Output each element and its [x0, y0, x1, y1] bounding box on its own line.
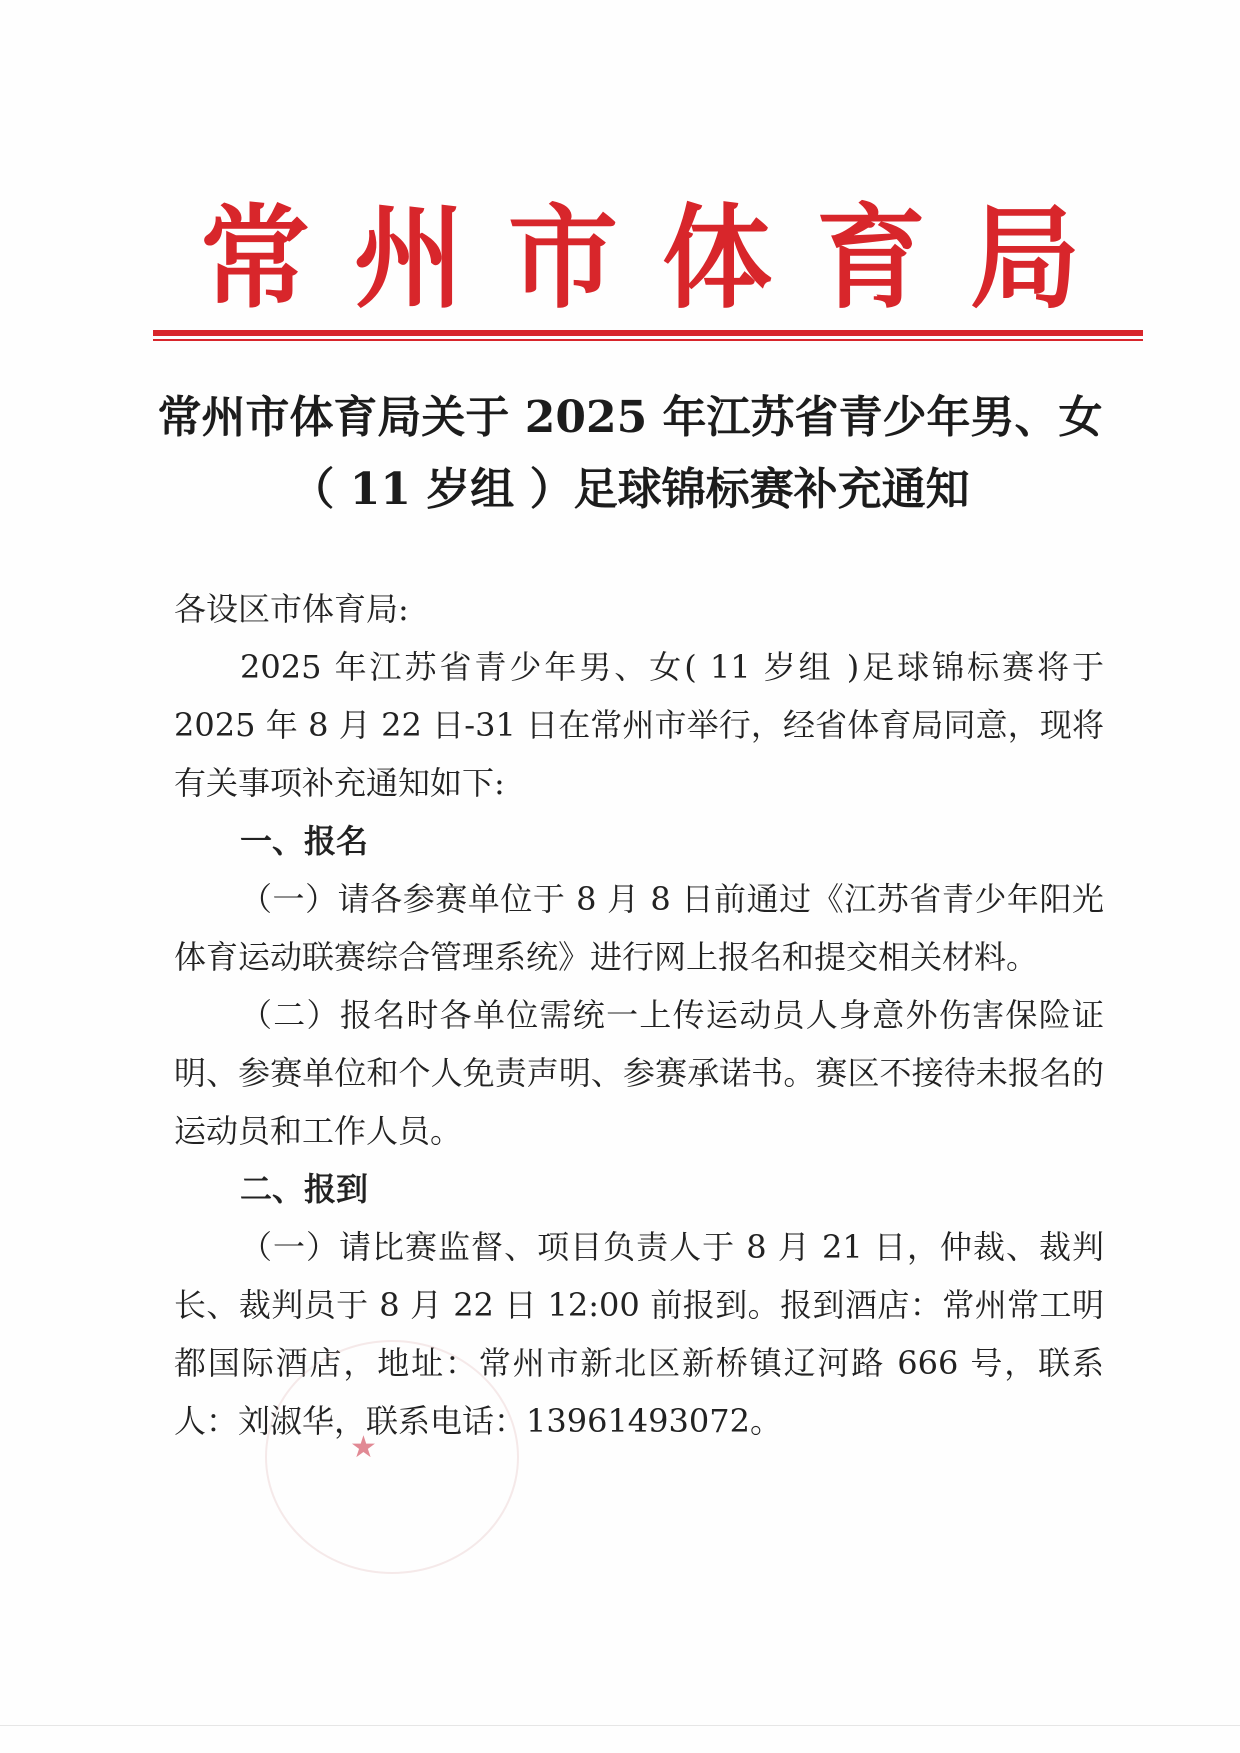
title-line-2: （ 11 岁组 ）足球锦标赛补充通知 [290, 464, 970, 515]
letterhead-char: 局 [970, 191, 1080, 324]
check-in-item-1: （一）请比赛监督、项目负责人于 8 月 21 日，仲裁、裁判长、裁判员于 8 月 22 日 12:00 前报到。报到酒店：常州常工明都国际酒店，地址：常州市新北区新桥镇辽河路 666 号，联系人：刘淑华，联系电话：13961493072。 [174, 1228, 1104, 1440]
page-bottom-edge [0, 1725, 1240, 1726]
registration-item-2: （二）报名时各单位需统一上传运动员人身意外伤害保险证明、参赛单位和个人免责声明、参赛承诺书。赛区不接待未报名的运动员和工作人员。 [174, 996, 1104, 1150]
letterhead-char: 市 [508, 191, 618, 324]
seal-star-icon: ★ [350, 1430, 377, 1465]
section-heading-check-in: 二、报到 [240, 1170, 369, 1208]
intro-paragraph: 2025 年江苏省青少年男、女( 11 岁组 )足球锦标赛将于 2025 年 8 月 22 日-31 日在常州市举行，经省体育局同意，现将有关事项补充通知如下: [174, 648, 1104, 802]
agency-letterhead [200, 188, 1080, 328]
letterhead-char: 州 [354, 191, 464, 324]
letterhead-rule [153, 330, 1143, 336]
letterhead-rule-thin [153, 339, 1143, 341]
title-line-1: 常州市体育局关于 2025 年江苏省青少年男、女 [157, 392, 1103, 443]
document-title [150, 382, 1110, 526]
letterhead-char: 常 [200, 191, 310, 324]
document-body [174, 580, 1104, 1450]
registration-item-1: （一）请各参赛单位于 8 月 8 日前通过《江苏省青少年阳光体育运动联赛综合管理系统》进行网上报名和提交相关材料。 [174, 880, 1104, 976]
salutation: 各设区市体育局: [174, 590, 409, 628]
letterhead-char: 育 [816, 191, 926, 324]
section-heading-registration: 一、报名 [240, 822, 369, 860]
letterhead-char: 体 [662, 191, 772, 324]
